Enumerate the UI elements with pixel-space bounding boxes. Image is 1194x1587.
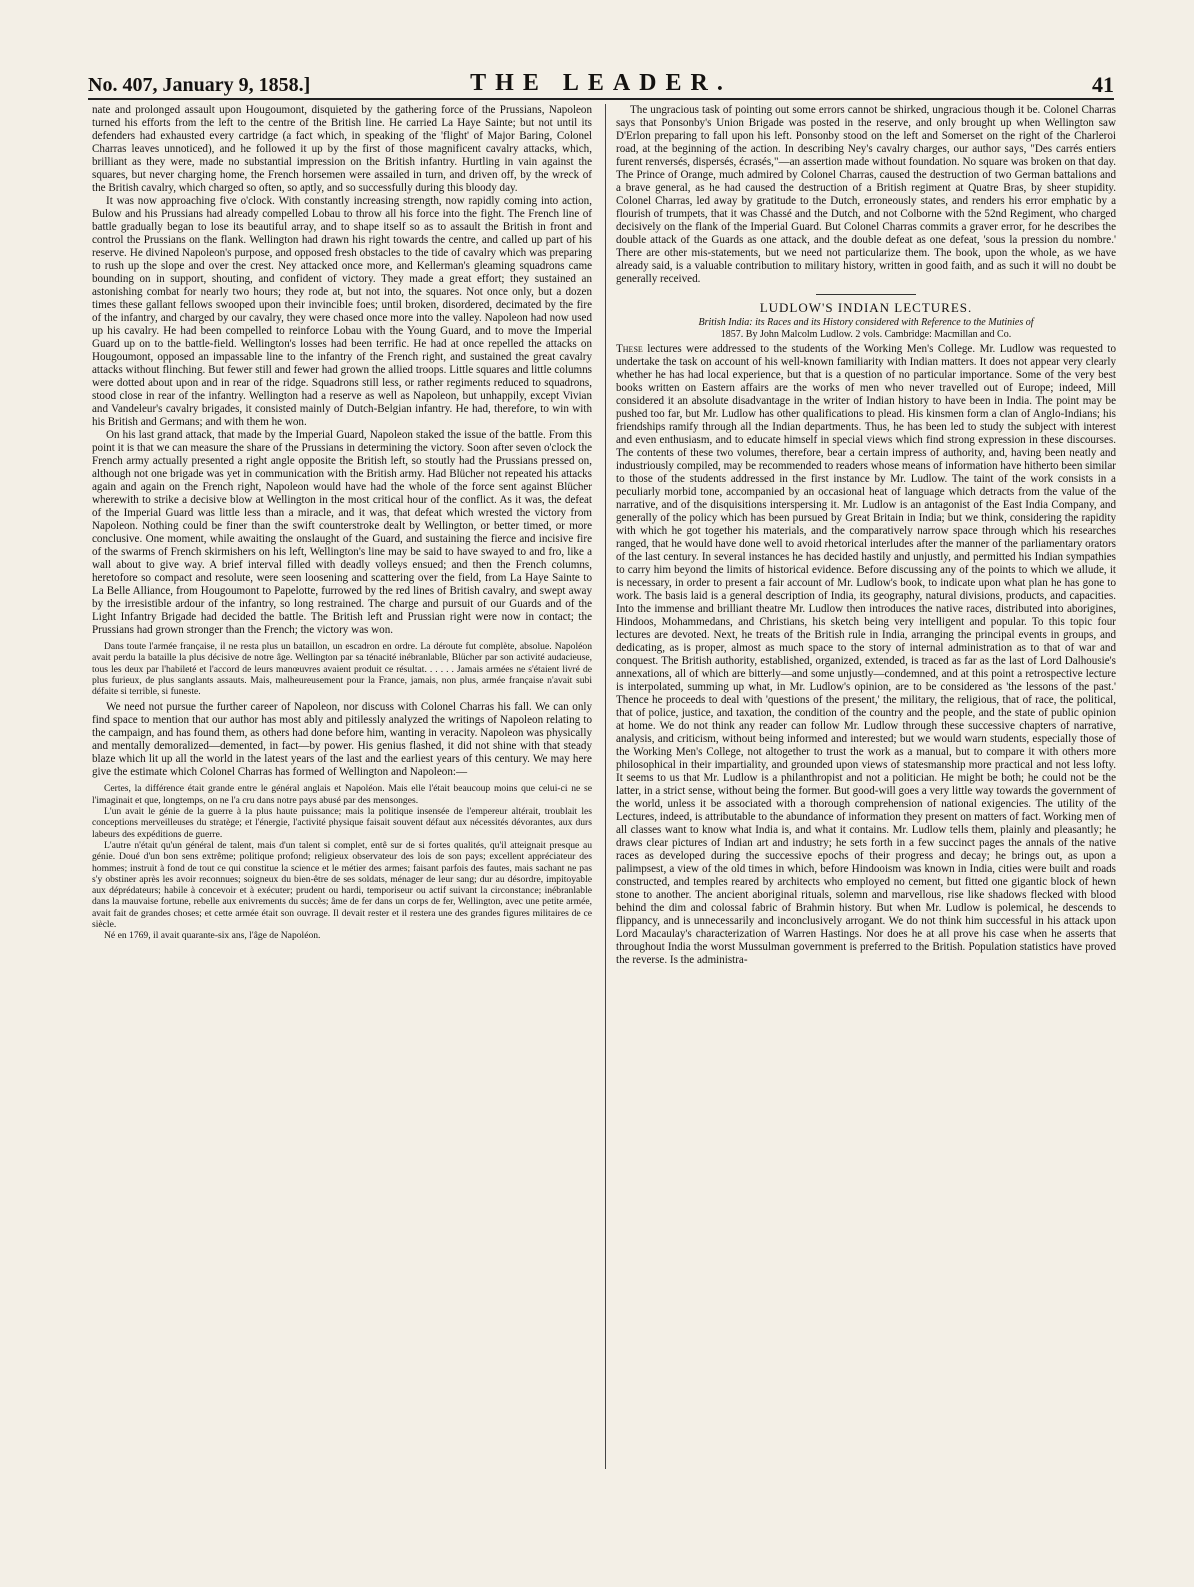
page-number: 41 [1092, 72, 1114, 97]
lead-word: These [616, 343, 643, 355]
issue-number: No. 407, January 9, 1858.] [88, 74, 311, 96]
newspaper-title: THE LEADER. [470, 70, 732, 96]
article-body [616, 343, 1116, 967]
paragraph: On his last grand attack, that made by the Imperial Guard, Napoleon staked the issue of the battle. From this point it is that we can measure the share of the Prussians in determining the victory. Soon after seven o'clock the French army actually presented a right angle opposite the British left, so stoutly had the Prussians pressed on, although not one brigade was yet in communication with the British army. Had Blücher not repeated his attacks again and again on the French right, Napoleon would have had the whole of the force sent against Blücher wherewith to strike a decisive blow at Wellington in the most critical hour of the conflict. As it was, the defeat of the Imperial Guard was little less than a miracle, and it was, that defeat which wrested the victory from Napoleon. Nothing could be finer than the swift counterstroke dealt by Wellington, or better timed, or more conclusive. One moment, while awaiting the onslaught of the Guard, and sustaining the fierce and incisive fire of the swarms of French skirmishers on his left, Wellington's line may be said to have swayed to and fro, like a wall about to give way. A brief interval filled with deadly volleys ensued; and then the French columns, heretofore so compact and resolute, were seen loosening and scattering over the field, from La Haye Sainte to La Belle Alliance, from Hougoumont to Papelotte, furrowed by the red lines of British cavalry, and swept away by the irresistible ardour of the infantry, so long restrained. The charge and pursuit of our Guards and of the Light Infantry Brigade had decided the battle. The British left and Prussian right were now in contact; the Prussians had grown stronger than the French; the victory was won. [92, 429, 592, 636]
article-subtitle [616, 317, 1116, 340]
french-quote: Dans toute l'armée française, il ne resta plus un bataillon, un escadron en ordre. La déroute fut complète, absolue. Napoléon avait perdu la bataille la plus décisive de notre âge. Wellington par sa ténacité inébranlable, Blücher par son activité audacieuse, tous les deux par l'habileté et l'accord de leurs manœuvres avaient produit ce résultat. . . . . . Jamais armées ne s'étaient livré de plus furieux, de plus sanglants assauts. Mais, malheureusement pour la France, jamais, non plus, armée française n'avait subi défaite si terrible, si funeste. [92, 641, 592, 698]
article-text: lectures were addressed to the students of the Working Men's College. Mr. Ludlow was requested to undertake the task on account of his well-known familiarity with Indian matters. It does not appear very clearly whether he has had local experience, but that is a question of no particular importance. Some of the very best books written on Eastern affairs are the works of men who never travelled out of Europe; indeed, Mill considered it an absolute disadvantage in the writer of Indian history to have been in India. The point may be pushed too far, but Mr. Ludlow has other qualifications to plead. His kinsmen form a clan of Anglo-Indians; his friendships ramify through all the Indian departments. Thus, he has been led to study the subject with interest and even enthusiasm, and to educate himself in special views which find strong expression in these discourses. The contents of these two volumes, therefore, bear a certain impress of authority, and, having been neatly and industriously compiled, may be recommended to readers whose means of information have hitherto been similar to those of the students addressed in the first instance by Mr. Ludlow. The taint of the work consists in a peculiarly morbid tone, accompanied by an occasional heat of language which detracts from the value of the narrative, and of the disquisitions interspersing it. Mr. Ludlow is an antagonist of the East India Company, and generally of the policy which has been pursued by Great Britain in India; but we think, considering the rapidity with which he got together his materials, and the comparatively narrow space through which his researches ranged, that he would have done well to avoid rhetorical interludes after the manner of the parliamentary orators of the last century. In several instances he has decided hastily and unjustly, and permitted his Indian sympathies to carry him beyond the limits of historical evidence. Before discussing any of the points to which we allude, it is necessary, in order to present a fair account of Mr. Ludlow's book, to indicate upon what plan he has gone to work. The basis laid is a general description of India, its geography, natural divisions, products, and capacities. Into the immense and brilliant theatre Mr. Ludlow then introduces the native races, distributed into aborigines, Hindoos, Mohammedans, and Christians, his sketch being very intelligent and popular. To this topic four lectures are devoted. Next, he treats of the British rule in India, arranging the principal events in groups, and dedicating, as is proper, almost as much space to the story of internal administration as to that of war and conquest. The British authority, established, organized, extended, is traced as far as the last of Lord Dalhousie's annexations, all of which are bitterly—and some unjustly—condemned, and at this point a retrospective lecture is interpolated, summing up what, in Mr. Ludlow's opinion, are to be considered as 'the lessons of the past.' Thence he proceeds to deal with 'questions of the present,' the military, the religious, that of race, the political, that of police, justice, and taxation, the condition of the country and the people, and the state of public opinion at home. We do not think any reader can follow Mr. Ludlow through these successive chapters of narrative, analysis, and criticism, without being informed and interested; but we would warn students, especially those of the Working Men's College, not altogether to trust the work as a manual, but to compare it with others more philosophical in their impartiality, and grounded upon views of statesmanship more practical and not less lofty. It seems to us that Mr. Ludlow is a philanthropist and not a politician. He might be both; he could not be the latter, in a strict sense, without being the former. But good-will goes a very little way towards the government of the world, unless it be associated with a thorough comprehension of national exigencies. The utility of the Lectures, indeed, is attributable to the abundance of information they present on matters of fact. Working men of all classes want to know what India is, and what it contains. Mr. Ludlow tells them, plainly and pleasantly; he draws clear pictures of Indian art and industry; he sets forth in a few succinct pages the annals of the native races as developed during the successive epochs of their progress and decay; he brings out, as upon a palimpsest, a view of the old times in which, before Hindooism was known in India, cities were built and roads constructed, and temples reared by architects who employed no cement, but fitted one gigantic block of hewn stone to another. The ancient aboriginal rituals, solemn and marvellous, rise like shadows flecked with blood behind the dim and colossal fabric of Brahmin history. But when Mr. Ludlow is polemical, he descends to flippancy, and is unnecessarily and inconclusively arrogant. We do not think him successful in his attack upon Lord Macaulay's characterization of Warren Hastings. Nor does he at all prove his case when he asserts that throughout India the worst Mussulman government is preferred to the British. Population statistics have proved the reverse. Is the administra- [616, 343, 1116, 966]
french-quote: Certes, la différence était grande entre le général anglais et Napoléon. Mais elle l'était beaucoup moins que celui-ci ne se l'imaginait et que, longtemps, on ne l'a cru dans notre pays abusé par des mensonges. [92, 783, 592, 806]
masthead [88, 68, 1114, 100]
article-title: LUDLOW'S INDIAN LECTURES. [759, 300, 973, 315]
paragraph: We need not pursue the further career of Napoleon, nor discuss with Colonel Charras his fall. We can only find space to mention that our author has most ably and pitilessly analyzed the writings of Napoleon relating to the campaign, and has found them, as others had done before him, wanting in veracity. Napoleon was physically and mentally demoralized—demented, in fact—by power. His genius flashed, it did not shine with that steady blaze which lit up all the world in the latest years of the last and the earliest years of this century. We may here give the estimate which Colonel Charras has formed of Wellington and Napoleon:— [92, 701, 592, 779]
left-column [92, 104, 592, 942]
section-divider [816, 294, 916, 295]
book-details: 1857. By John Malcolm Ludlow. 2 vols. Cambridge: Macmillan and Co. [720, 328, 1012, 340]
french-quote: L'autre n'était qu'un général de talent, mais d'un talent si complet, entê sur de si fortes qualités, qu'il atteignait presque au génie. Doué d'un bon sens extrême; politique profond; religieux observateur des lois de son pays; excellent appréciateur des hommes; instruit à fond de tout ce qui constitue la science et le métier des armes; faisant parfois des fautes, mais sachant ne pas s'y obstiner après les avoir reconnues; soigneux du bien-être de ses soldats, ménager de leur sang; dur au désordre, impitoyable aux déprédateurs; habile à concevoir et à exécuter; prudent ou hardi, temporiseur ou actif suivant la circonstance; inébranlable dans la mauvaise fortune, rebelle aux enivrements du succès; âme de fer dans un corps de fer, Wellington, avec une petite armée, avait fait de grandes choses; et cette armée était son ouvrage. Il devait rester et il restera une des grandes figures militaires de ce siècle. [92, 839, 592, 931]
book-title: British India: its Races and its History considered with Reference to the Mutinies of [698, 317, 1034, 328]
column-divider [605, 104, 606, 1469]
right-column [616, 104, 1116, 967]
paragraph: It was now approaching five o'clock. With constantly increasing strength, now rapidly coming into action, Bulow and his Prussians had already compelled Lobau to throw all his force into the fight. The French line of battle gradually began to lose its beautiful array, and to shape itself so as to assault the British in front and control the Prussians on the flank. Wellington had drawn his right towards the centre, and called up part of his reserve. He divined Napoleon's purpose, and opposed fresh obstacles to the tide of cavalry which was preparing to rush up the slope and over the crest. Ney attacked once more, and Kellerman's gleaming squadrons came bounding on in support, shouting, and confident of victory. They made a great effort; they sustained an astonishing combat for nearly two hours; they rode at, but not into, the squares. Not once only, but a dozen times these gallant fellows swooped upon their invincible foes; until broken, disordered, decimated by the fire of the infantry, and charged by our cavalry, they were chased once more into the valley. Napoleon had now used up his cavalry. He had been compelled to reinforce Lobau with the Young Guard, and to move the Imperial Guard up on to the battle-field. Wellington's losses had been terrific. He had at once repelled the attacks on Hougoumont, opposed an impassable line to the infantry of the French right, and sustained the great cavalry attacks without flinching. But fewer still and fewer had grown the allied troops. Little squares and little columns were dotted about upon and in rear of the ridge. Squadrons still less, or rather regiments reduced to squadrons, stood close in rear of the infantry. Wellington had a reserve as well as Napoleon, but unhappily, except Vivian and Vandeleur's cavalry brigades, it consisted mainly of Dutch-Belgian infantry. He had, therefore, to win with his British and Germans; and with them he won. [92, 195, 592, 428]
french-quote: L'un avait le génie de la guerre à la plus haute puissance; mais la politique insensée de l'empereur altérait, troublait les conceptions merveilleuses du stratège; et l'énergie, l'activité physique faisait souvent défaut aux nécessités dévorantes, aux durs labeurs des expéditions de guerre. [92, 806, 592, 840]
footnote: Né en 1769, il avait quarante-six ans, l'âge de Napoléon. [104, 930, 321, 942]
paragraph: nate and prolonged assault upon Hougoumont, disquieted by the gathering force of the Prussians, Napoleon turned his efforts from the left to the centre of the British line. He carried La Haye Sainte; but not until its defenders had exhausted every cartridge (a fact which, in speaking of the 'flight' of Major Baring, Colonel Charras leaves unnoticed), and he followed it up by the first of those magnificent cavalry attacks, which, brilliant as they were, made no substantial impression on the British infantry. Hurtling in vain against the squares, but never charging home, the French horsemen were assailed in turn, and driven off, by the wreck of the British cavalry, which charged so often, so aptly, and so successfully during this bloody day. [92, 104, 592, 194]
paragraph: The ungracious task of pointing out some errors cannot be shirked, ungracious though it be. Colonel Charras says that Ponsonby's Union Brigade was posted in the reserve, and only brought up when Wellington saw D'Erlon preparing to fall upon his left. Ponsonby stood on the left and Somerset on the right of the Charleroi road, at the beginning of the action. In describing Ney's cavalry charges, our author says, "Des carrés entiers furent renversés, dispersés, écrasés,"—an assertion made without foundation. No square was broken on that day. The Prince of Orange, much admired by Colonel Charras, caused the destruction of two German battalions and a brave general, as he had caused the destruction of a British regiment at Quatre Bras, by sheer stupidity. Colonel Charras, led away by gratitude to the Dutch, erroneously states, and renders his error emphatic by a flourish of trumpets, that it was Chassé and the Dutch, and not Colborne with the 52nd Regiment, who charged decisively on the flank of the Imperial Guard. But Colonel Charras commits a graver error, for he describes the double attack of the Guards as one attack, and the double defeat as one defeat, 'sous la pression du nombre.' There are other mis-statements, but we need not particularize them. The book, upon the whole, as we have already said, is a valuable contribution to military history, written in good faith, and as such it will no doubt be generally received. [616, 104, 1116, 285]
